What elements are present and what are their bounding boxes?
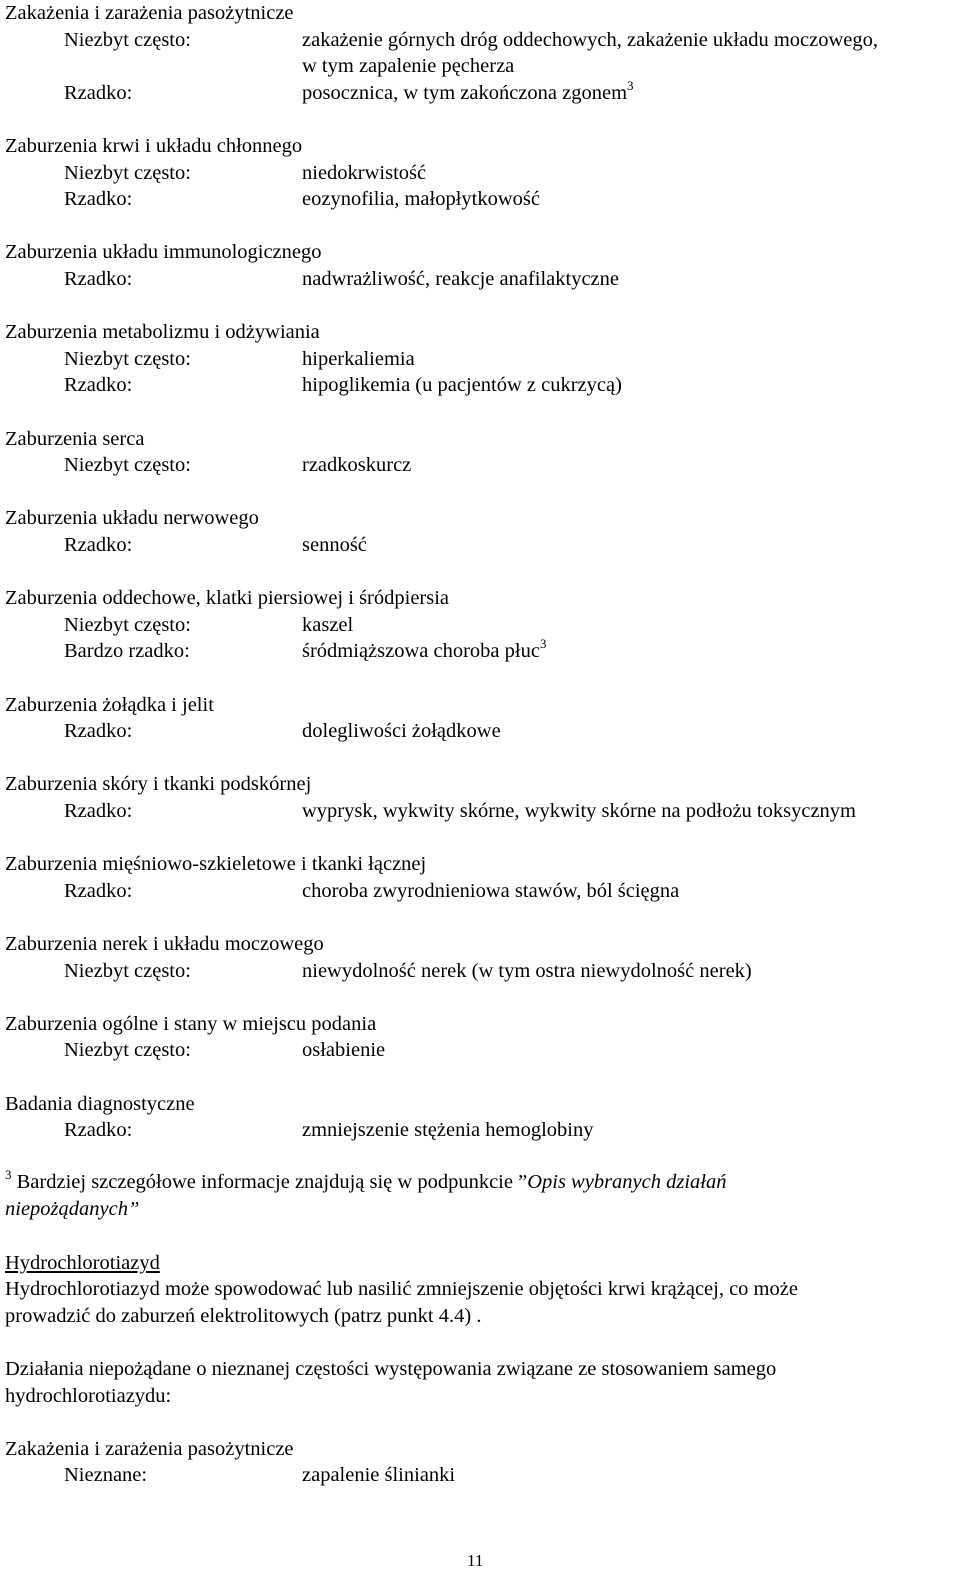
frequency-label: Niezbyt często: <box>64 959 191 982</box>
adverse-effect-line: niedokrwistość <box>302 161 427 184</box>
adverse-effect-text <box>302 346 415 372</box>
frequency-label: Rzadko: <box>64 268 133 290</box>
section-heading: Zaburzenia metabolizmu i odżywiania <box>5 321 320 344</box>
page-number: 11 <box>467 1551 484 1570</box>
frequency-label: Rzadko: <box>64 534 133 556</box>
adverse-effect-text <box>302 532 367 558</box>
section-heading: Zaburzenia serca <box>5 427 145 450</box>
footnote-reference: 3 <box>539 636 547 652</box>
frequency-label: Niezbyt często: <box>64 613 191 636</box>
footnote-line-1 <box>5 1169 727 1195</box>
adverse-effect-line: osłabienie <box>302 1039 386 1062</box>
adverse-effect-text <box>302 452 411 478</box>
hctz-paragraph-2-line-2: hydrochlorotiazydu: <box>5 1385 172 1407</box>
adverse-effect-text <box>302 958 752 984</box>
footnote-italic-1: Opis wybranych działań <box>527 1171 727 1193</box>
adverse-effect-text <box>302 77 634 106</box>
hctz-title: Hydrochlorotiazyd <box>5 1252 160 1274</box>
section-heading: Zakażenia i zarażenia pasożytnicze <box>5 2 294 24</box>
section-heading: Zaburzenia oddechowe, klatki piersiowej i śródpiersia <box>5 587 450 610</box>
section-heading: Zaburzenia mięśniowo-szkieletowe i tkanki łącznej <box>5 853 427 876</box>
hctz-frequency: Nieznane: <box>64 1464 148 1486</box>
section-heading: Zaburzenia układu nerwowego <box>5 507 259 530</box>
adverse-effect-text <box>302 160 426 186</box>
adverse-effect-text <box>302 1037 385 1063</box>
section-heading: Badania diagnostyczne <box>5 1092 195 1115</box>
adverse-effect-text <box>302 798 856 824</box>
adverse-effect-line: wyprysk, wykwity skórne, wykwity skórne na podłożu toksycznym <box>302 800 857 822</box>
frequency-label: Niezbyt często: <box>64 161 191 184</box>
frequency-label: Niezbyt często: <box>64 28 191 51</box>
adverse-effect-text <box>302 27 878 53</box>
frequency-label: Rzadko: <box>64 800 133 822</box>
adverse-effect-text <box>302 53 514 79</box>
hctz-section-heading: Zakażenia i zarażenia pasożytnicze <box>5 1438 294 1460</box>
hctz-effect: zapalenie ślinianki <box>302 1464 456 1486</box>
frequency-label: Bardzo rzadko: <box>64 640 190 663</box>
section-heading: Zaburzenia nerek i układu moczowego <box>5 933 324 955</box>
adverse-effect-line: kaszel <box>302 613 354 636</box>
section-heading: Zaburzenia żołądka i jelit <box>5 693 214 716</box>
adverse-effect-line: niewydolność nerek (w tym ostra niewydolność nerek) <box>302 959 752 982</box>
adverse-effect-line: senność <box>302 534 367 556</box>
adverse-effect-text <box>302 718 501 744</box>
adverse-effect-line: dolegliwości żołądkowe <box>302 720 501 743</box>
frequency-label: Niezbyt często: <box>64 1039 191 1062</box>
frequency-label: Rzadko: <box>64 879 133 902</box>
adverse-effect-text <box>302 186 540 212</box>
adverse-effect-line: rzadkoskurcz <box>302 454 412 477</box>
adverse-effect-line: choroba zwyrodnieniowa stawów, ból ścięgna <box>302 879 680 902</box>
adverse-effect-line: w tym zapalenie pęcherza <box>302 55 515 78</box>
adverse-effect-line: zmniejszenie stężenia hemoglobiny <box>302 1119 594 1142</box>
footnote-marker: 3 <box>5 1167 12 1182</box>
frequency-label: Rzadko: <box>64 720 133 743</box>
frequency-label: Rzadko: <box>64 374 133 397</box>
frequency-label: Rzadko: <box>64 81 133 104</box>
hctz-paragraph-1-line-2: prowadzić do zaburzeń elektrolitowych (patrz punkt 4.4) . <box>5 1305 482 1327</box>
section-heading: Zaburzenia krwi i układu chłonnego <box>5 135 303 157</box>
adverse-effect-line: nadwrażliwość, reakcje anafilaktyczne <box>302 268 619 290</box>
section-heading: Zaburzenia układu immunologicznego <box>5 241 322 264</box>
hctz-paragraph-2-line-1: Działania niepożądane o nieznanej częstości występowania związane ze stosowaniem samego <box>5 1358 777 1380</box>
footnote-reference: 3 <box>627 77 634 93</box>
adverse-effect-text <box>302 638 546 664</box>
hctz-paragraph-1-line-1: Hydrochlorotiazyd może spowodować lub nasilić zmniejszenie objętości krwi krążącej, co może <box>5 1278 798 1300</box>
section-heading: Zaburzenia ogólne i stany w miejscu podania <box>5 1012 377 1035</box>
adverse-effect-line: zakażenie górnych dróg oddechowych, zakażenie układu moczowego, <box>302 28 879 51</box>
frequency-label: Rzadko: <box>64 1119 133 1142</box>
adverse-effect-line: hipoglikemia (u pacjentów z cukrzycą) <box>302 374 622 397</box>
adverse-effect-line: eozynofilia, małopłytkowość <box>302 188 540 211</box>
adverse-effect-text <box>302 612 353 638</box>
footnote-text: Bardziej szczegółowe informacje znajdują się w podpunkcie ” <box>11 1171 528 1193</box>
frequency-label: Niezbyt często: <box>64 347 191 370</box>
adverse-effect-text <box>302 878 679 904</box>
section-heading: Zaburzenia skóry i tkanki podskórnej <box>5 773 312 796</box>
footnote-italic-2: niepożądanych” <box>5 1198 140 1220</box>
adverse-effect-line: posocznica, w tym zakończona zgonem <box>302 81 628 104</box>
frequency-label: Niezbyt często: <box>64 454 191 477</box>
adverse-effect-text <box>302 372 622 398</box>
adverse-effect-text <box>302 266 619 292</box>
adverse-effect-line: hiperkaliemia <box>302 347 415 370</box>
frequency-label: Rzadko: <box>64 188 133 211</box>
adverse-effect-text <box>302 1117 593 1143</box>
adverse-effect-line: śródmiąższowa choroba płuc <box>302 640 540 663</box>
